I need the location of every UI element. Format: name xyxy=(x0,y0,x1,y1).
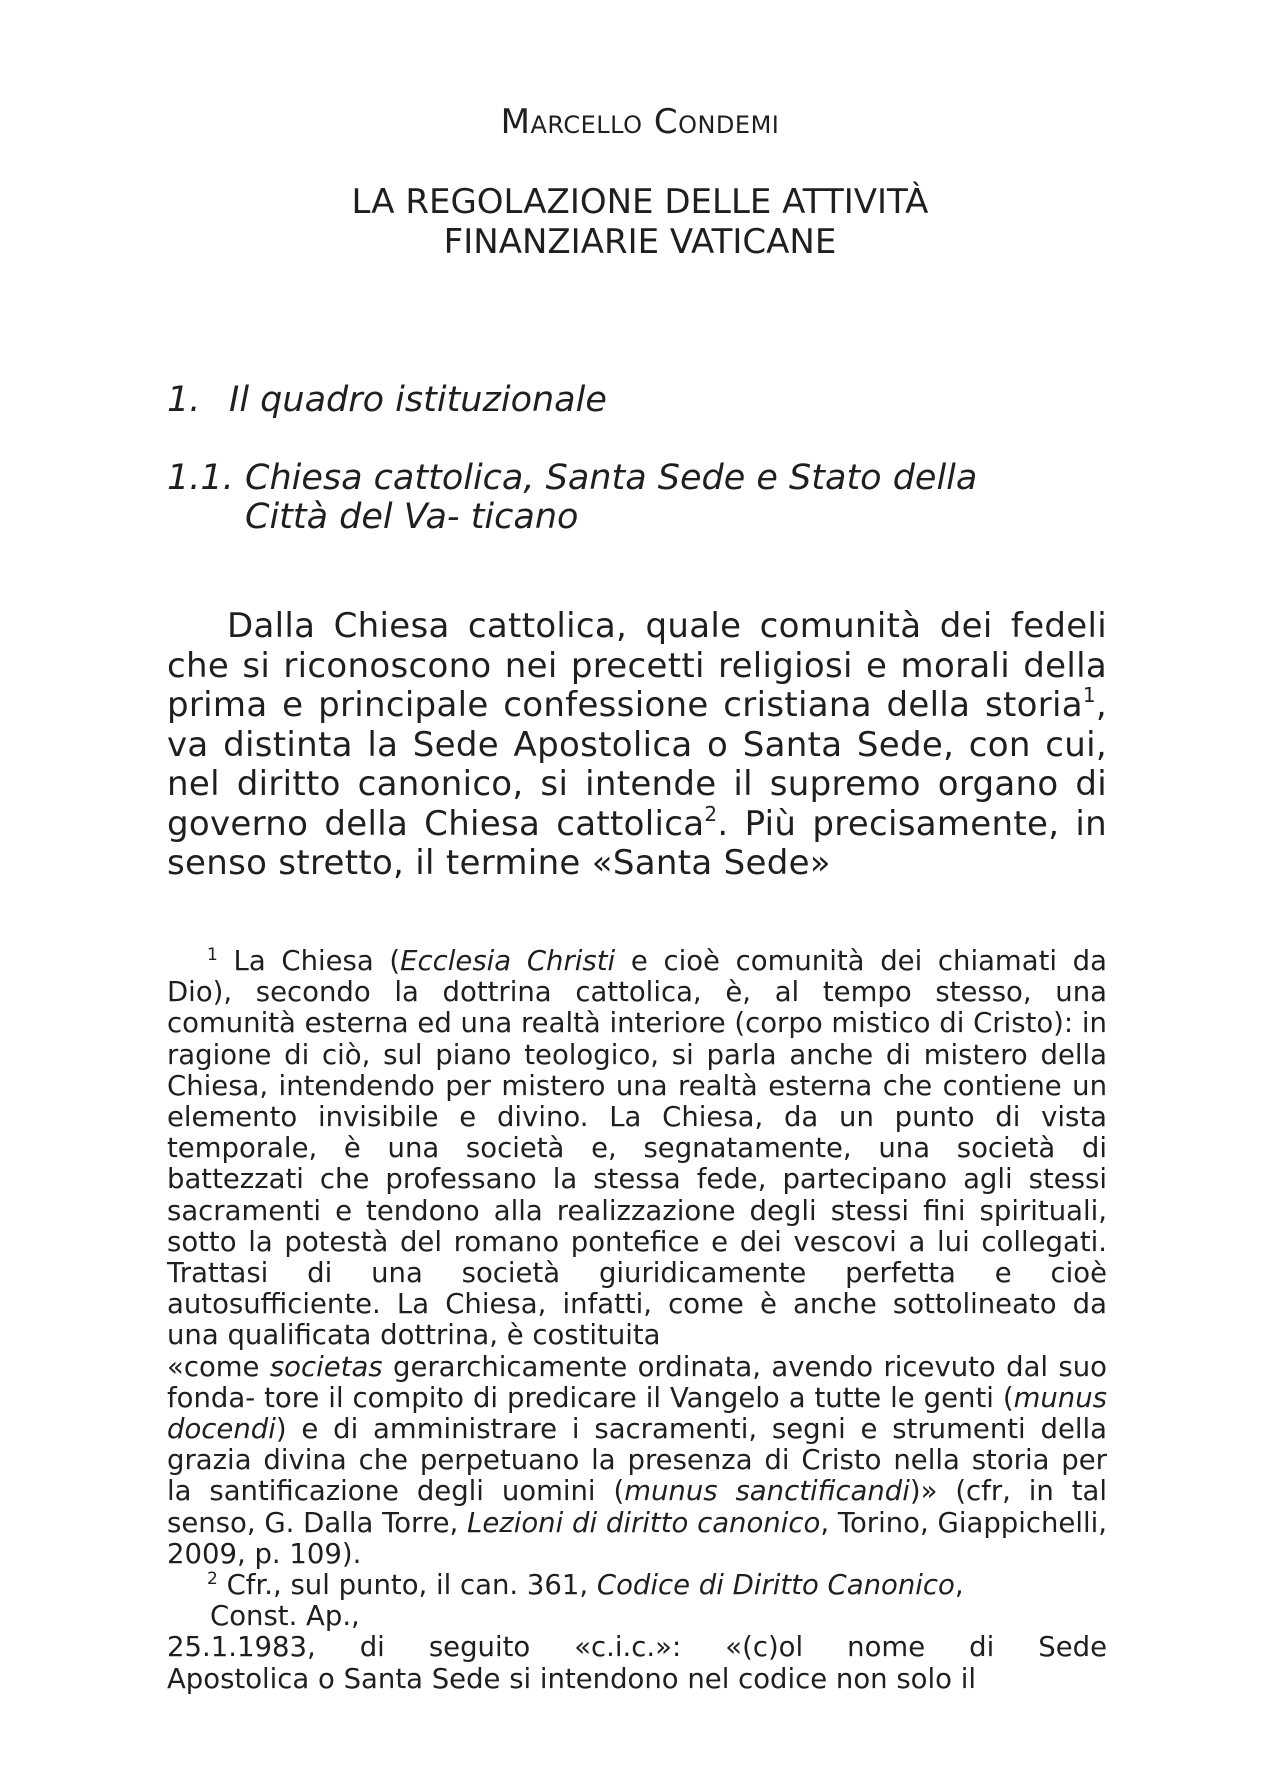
quote-text-2: gerarchicamente ordinata, avendo ricevuto dal suo fonda- tore il compito di predicare il Vangelo a tutte le genti ( xyxy=(167,1350,1108,1414)
footnote-ref-1: 1 xyxy=(1082,683,1096,707)
quote-italic-2: munus docendi xyxy=(167,1381,1107,1446)
title-line-2: FINANZIARIE VATICANE xyxy=(443,222,837,262)
footnote-1-italic-a: Ecclesia Christi xyxy=(400,945,616,977)
body-text-3: . Più precisamente, in senso stretto, il termine «Santa Sede» xyxy=(167,803,1107,883)
quote-italic-4: Lezioni di diritto canonico xyxy=(467,1506,821,1539)
footnote-2-line-2: Const. Ap., xyxy=(210,1600,360,1633)
subsection-number: 1.1. xyxy=(167,458,234,498)
quote-text-1: «come xyxy=(167,1350,270,1383)
quote-italic-3: munus sanctificandi xyxy=(624,1475,910,1508)
body-text-2: , va distinta la Sede Apostolica o Santa Sede, con cui, nel diritto canonico, si intende il supremo organo di governo della Chiesa cattolica xyxy=(167,685,1107,844)
subsection-title-line-2: Città del Va- ticano xyxy=(245,497,579,537)
footnote-2-text-a: Cfr., sul punto, il can. 361, xyxy=(217,1569,597,1602)
footnote-2-line-4: Apostolica o Santa Sede si intendono nel codice non solo il xyxy=(167,1662,976,1695)
footnote-1-text-a: La Chiesa ( xyxy=(217,945,401,977)
footnote-ref-2: 2 xyxy=(704,801,718,826)
footnote-1-text-b: e cioè comunità dei chiamati da Dio), secondo la dottrina cattolica, è, al tempo stesso, una comunità esterna ed una realtà interiore (corpo mistico di Cristo): in ragione di ciò, sul piano teologico, si parla anche di mistero della Chiesa, intendendo per mistero una realtà esterna che contiene un elemento invisibile e divino. La Chiesa, da un punto di vista temporale, è una società e, segnatamente, una società di battezzati che professano la stessa fede, partecipano agli stessi sacramenti e tendono alla realizzazione degli stessi fini spirituali, sotto la potestà del romano pontefice e dei vescovi a lui collegati. Trattasi di una società giuridicamente perfetta e cioè autosufficiente. La Chiesa, infatti, come è anche sottolineato da una qualificata dottrina, è costituita xyxy=(167,945,1107,1352)
footnote-1-marker: 1 xyxy=(207,945,218,965)
subsection-title-line-1: Chiesa cattolica, Santa Sede e Stato della xyxy=(245,458,978,498)
author-name: Marcello Condemi xyxy=(500,102,780,142)
footnote-2-text-b: , xyxy=(954,1569,964,1602)
title-line-1: LA REGOLAZIONE DELLE ATTIVITÀ xyxy=(351,182,929,222)
body-paragraph xyxy=(167,607,1107,884)
section-title: Il quadro istituzionale xyxy=(229,380,607,420)
document-title xyxy=(0,182,1280,262)
footnote-2 xyxy=(167,1570,1107,1601)
quote-text-3: ) e di amministrare i sacramenti, segni e strumenti della grazia divina che perpetuano la presenza di Cristo nella storia per la santificazione degli uomini ( xyxy=(167,1413,1107,1508)
footnote-2-marker: 2 xyxy=(207,1569,218,1590)
footnote-1-quote xyxy=(167,1352,1107,1570)
footnote-1 xyxy=(167,946,1107,1352)
footnotes xyxy=(167,946,1107,1695)
footnote-2-line-3: 25.1.1983, di seguito «c.i.c.»: «(c)ol nome di Sede xyxy=(167,1631,1107,1664)
quote-text-4: )» (cfr, in tal senso, G. Dalla Torre, xyxy=(167,1475,1108,1539)
body-text-1: Dalla Chiesa cattolica, quale comunità dei fedeli che si riconoscono nei precetti religiosi e morali della prima e principale confessione cristiana della storia xyxy=(167,606,1107,725)
subsection-heading-1-1 xyxy=(167,459,977,537)
quote-italic-1: societas xyxy=(269,1350,383,1383)
section-heading-1 xyxy=(167,380,607,420)
footnote-2-italic: Codice di Diritto Canonico xyxy=(596,1569,955,1602)
quote-text-5: , Torino, Giappichelli, 2009, p. 109). xyxy=(167,1506,1107,1570)
section-number: 1. xyxy=(167,380,201,420)
